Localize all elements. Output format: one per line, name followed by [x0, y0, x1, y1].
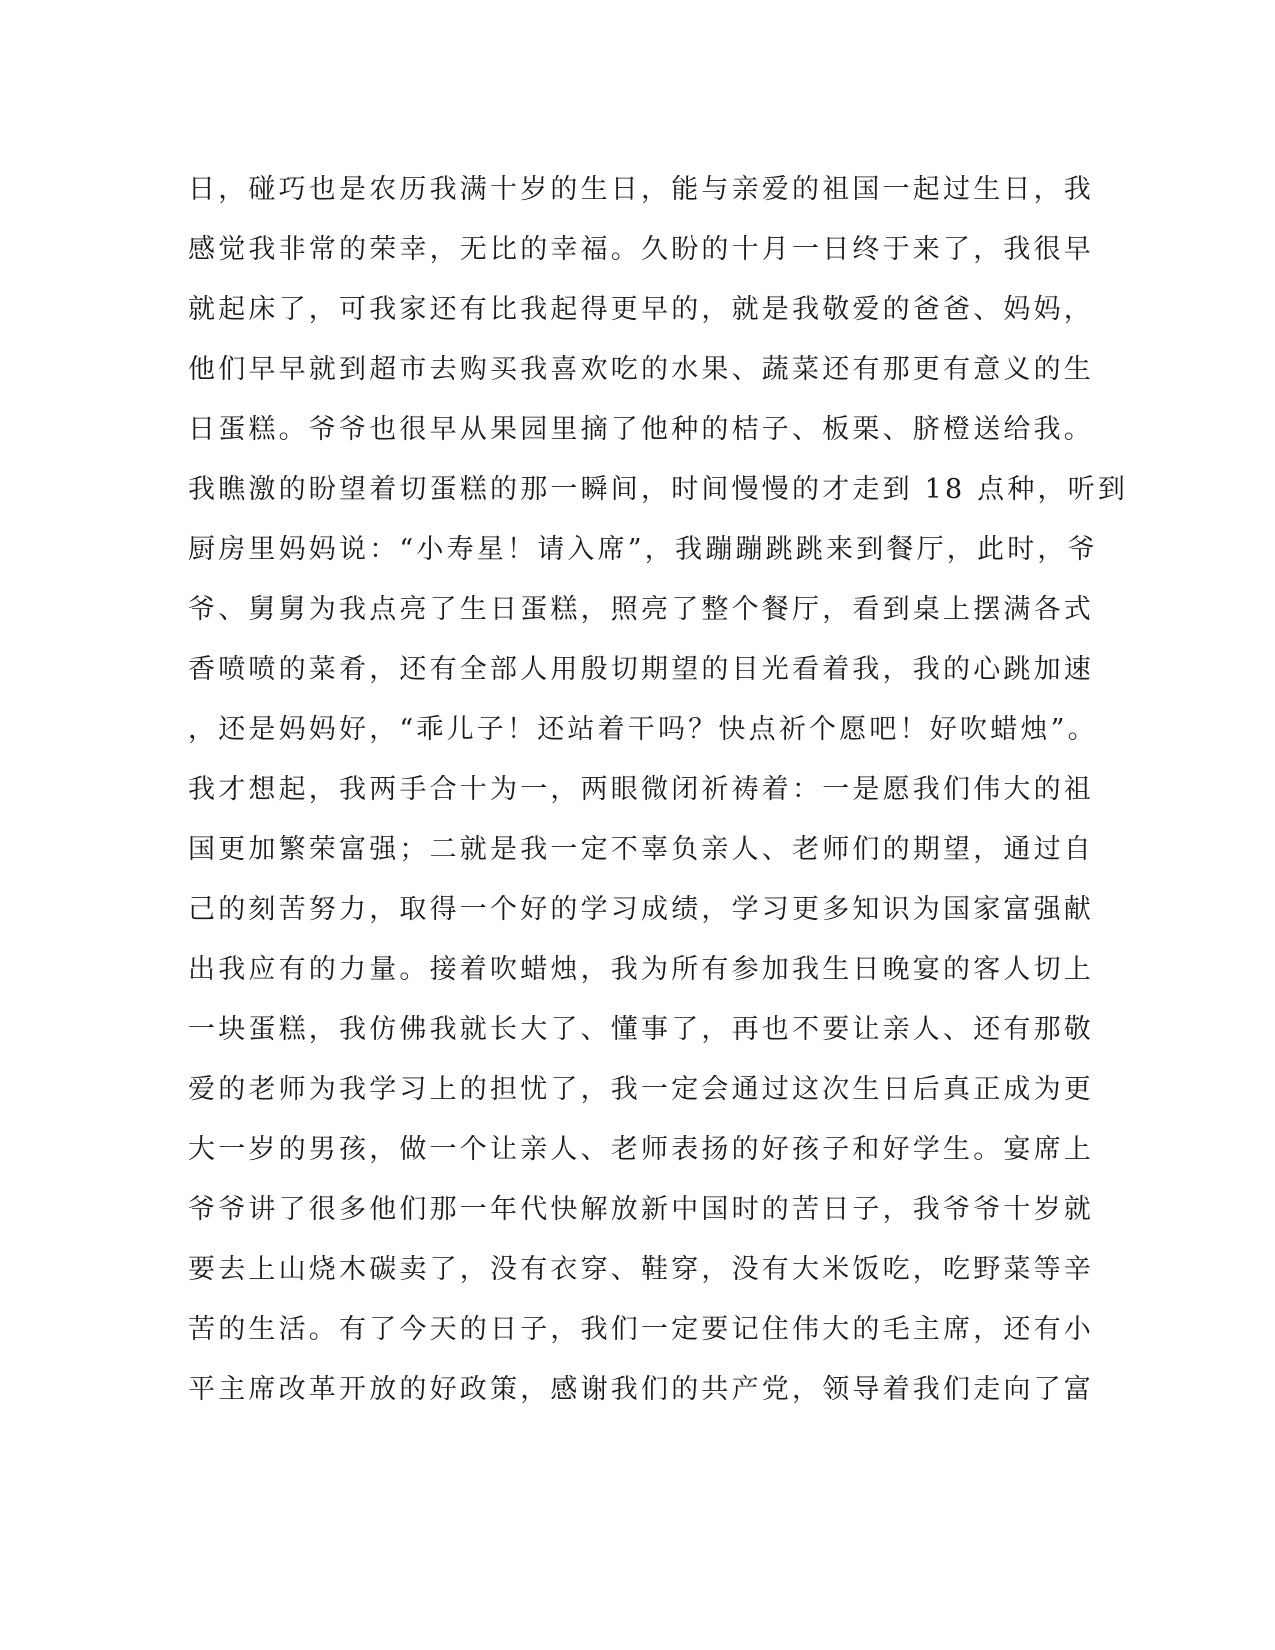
text-line: 日蛋糕。爷爷也很早从果园里摘了他种的桔子、板栗、脐橙送给我。 [188, 414, 1094, 445]
text-line: 一块蛋糕，我仿佛我就长大了、懂事了，再也不要让亲人、还有那敬 [188, 1014, 1094, 1045]
text-line: 就起床了，可我家还有比我起得更早的，就是我敬爱的爸爸、妈妈， [188, 294, 1094, 325]
text-line: 国更加繁荣富强；二就是我一定不辜负亲人、老师们的期望，通过自 [188, 834, 1094, 865]
text-line: 我才想起，我两手合十为一，两眼微闭祈祷着：一是愿我们伟大的祖 [188, 774, 1094, 805]
text-line: 我瞧激的盼望着切蛋糕的那一瞬间，时间慢慢的才走到 18 点种，听到 [188, 474, 1129, 505]
text-line: 大一岁的男孩，做一个让亲人、老师表扬的好孩子和好学生。宴席上 [188, 1134, 1094, 1165]
text-line: 厨房里妈妈说：“小寿星！请入席”，我蹦蹦跳跳来到餐厅，此时，爷 [188, 534, 1098, 565]
body-text [188, 160, 1129, 1420]
text-line: 感觉我非常的荣幸，无比的幸福。久盼的十月一日终于来了，我很早 [188, 234, 1094, 265]
text-line: 爱的老师为我学习上的担忧了，我一定会通过这次生日后真正成为更 [188, 1074, 1094, 1105]
text-line: 平主席改革开放的好政策，感谢我们的共产党，领导着我们走向了富 [188, 1374, 1094, 1405]
text-line: 苦的生活。有了今天的日子，我们一定要记住伟大的毛主席，还有小 [188, 1314, 1094, 1345]
text-line: 己的刻苦努力，取得一个好的学习成绩，学习更多知识为国家富强献 [188, 894, 1094, 925]
text-line: ，还是妈妈好，“乖儿子！还站着干吗？快点祈个愿吧！好吹蜡烛”。 [188, 714, 1098, 745]
text-line: 要去上山烧木碳卖了，没有衣穿、鞋穿，没有大米饭吃，吃野菜等辛 [188, 1254, 1094, 1285]
text-line: 他们早早就到超市去购买我喜欢吃的水果、蔬菜还有那更有意义的生 [188, 354, 1094, 385]
text-line: 出我应有的力量。接着吹蜡烛，我为所有参加我生日晚宴的客人切上 [188, 954, 1094, 985]
text-line: 爷爷讲了很多他们那一年代快解放新中国时的苦日子，我爷爷十岁就 [188, 1194, 1094, 1225]
text-line: 爷、舅舅为我点亮了生日蛋糕，照亮了整个餐厅，看到桌上摆满各式 [188, 594, 1094, 625]
text-line: 香喷喷的菜肴，还有全部人用殷切期望的目光看着我，我的心跳加速 [188, 654, 1094, 685]
text-line: 日，碰巧也是农历我满十岁的生日，能与亲爱的祖国一起过生日，我 [188, 174, 1094, 205]
